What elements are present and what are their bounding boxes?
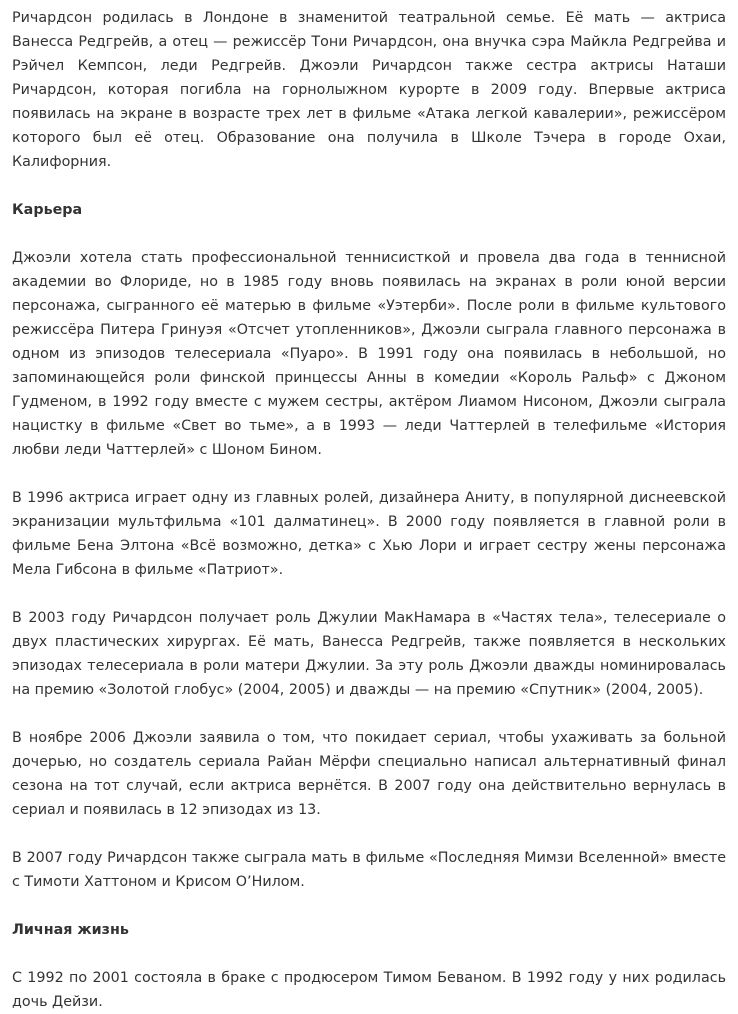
career-paragraph: В 2007 году Ричардсон также сыграла мать в фильме «Последняя Мимзи Вселенной» вместе с Тимоти Хаттоном и Крисом О’Нилом. [12, 850, 726, 890]
career-paragraph: Джоэли хотела стать профессиональной теннисисткой и провела два года в теннисной академии во Флориде, но в 1985 году вновь появилась на экранах в роли юной версии персонажа, сыгранного её матерью в фильме «Уэтерби». После роли в фильме культового режиссёра Питера Гринуэя «Отсчет утопленников», Джоэли сыграла главного персонажа в одном из эпизодов телесериала «Пуаро». В 1991 году она появилась в небольшой, но запоминающейся роли финской принцессы Анны в комедии «Король Ральф» с Джоном Гудменом, в 1992 году вместе с мужем сестры, актёром Лиамом Нисоном, Джоэли сыграла нацистку в фильме «Свет во тьме», а в 1993 — леди Чаттерлей в телефильме «История любви леди Чаттерлей» с Шоном Бином. [12, 250, 726, 458]
career-paragraph: В 1996 актриса играет одну из главных ролей, дизайнера Аниту, в популярной диснеевской экранизации мультфильма «101 далматинец». В 2000 году появляется в главной роли в фильме Бена Элтона «Всё возможно, детка» с Хью Лори и играет сестру жены персонажа Мела Гибсона в фильме «Патриот». [12, 490, 726, 578]
intro-paragraph: Ричардсон родилась в Лондоне в знаменитой театральной семье. Её мать — актриса Ванесса Редгрейв, а отец — режиссёр Тони Ричардсон, она внучка сэра Майкла Редгрейва и Рэйчел Кемпсон, леди Редгрейв. Джоэли Ричардсон также сестра актрисы Наташи Ричардсон, которая погибла на горнолыжном курорте в 2009 году. Впервые актриса появилась на экране в возрасте трех лет в фильме «Атака легкой кавалерии», режиссёром которого был её отец. Образование она получила в Школе Тэчера в городе Охаи, Калифорния. [12, 10, 726, 170]
career-paragraph: В 2003 году Ричардсон получает роль Джулии МакНамара в «Частях тела», телесериале о двух пластических хирургах. Её мать, Ванесса Редгрейв, также появляется в нескольких эпизодах телесериала в роли матери Джулии. За эту роль Джоэли дважды номинировалась на премию «Золотой глобус» (2004, 2005) и дважды — на премию «Спутник» (2004, 2005). [12, 610, 726, 698]
section-heading-personal-life: Личная жизнь [12, 922, 129, 938]
section-heading-career: Карьера [12, 202, 83, 218]
personal-life-paragraph: С 1992 по 2001 состояла в браке с продюсером Тимом Беваном. В 1992 году у них родилась дочь Дейзи. [12, 970, 726, 1010]
career-paragraph: В ноябре 2006 Джоэли заявила о том, что покидает сериал, чтобы ухаживать за больной дочерью, но создатель сериала Райан Мёрфи специально написал альтернативный финал сезона на тот случай, если актриса вернётся. В 2007 году она действительно вернулась в сериал и появилась в 12 эпизодах из 13. [12, 730, 726, 818]
